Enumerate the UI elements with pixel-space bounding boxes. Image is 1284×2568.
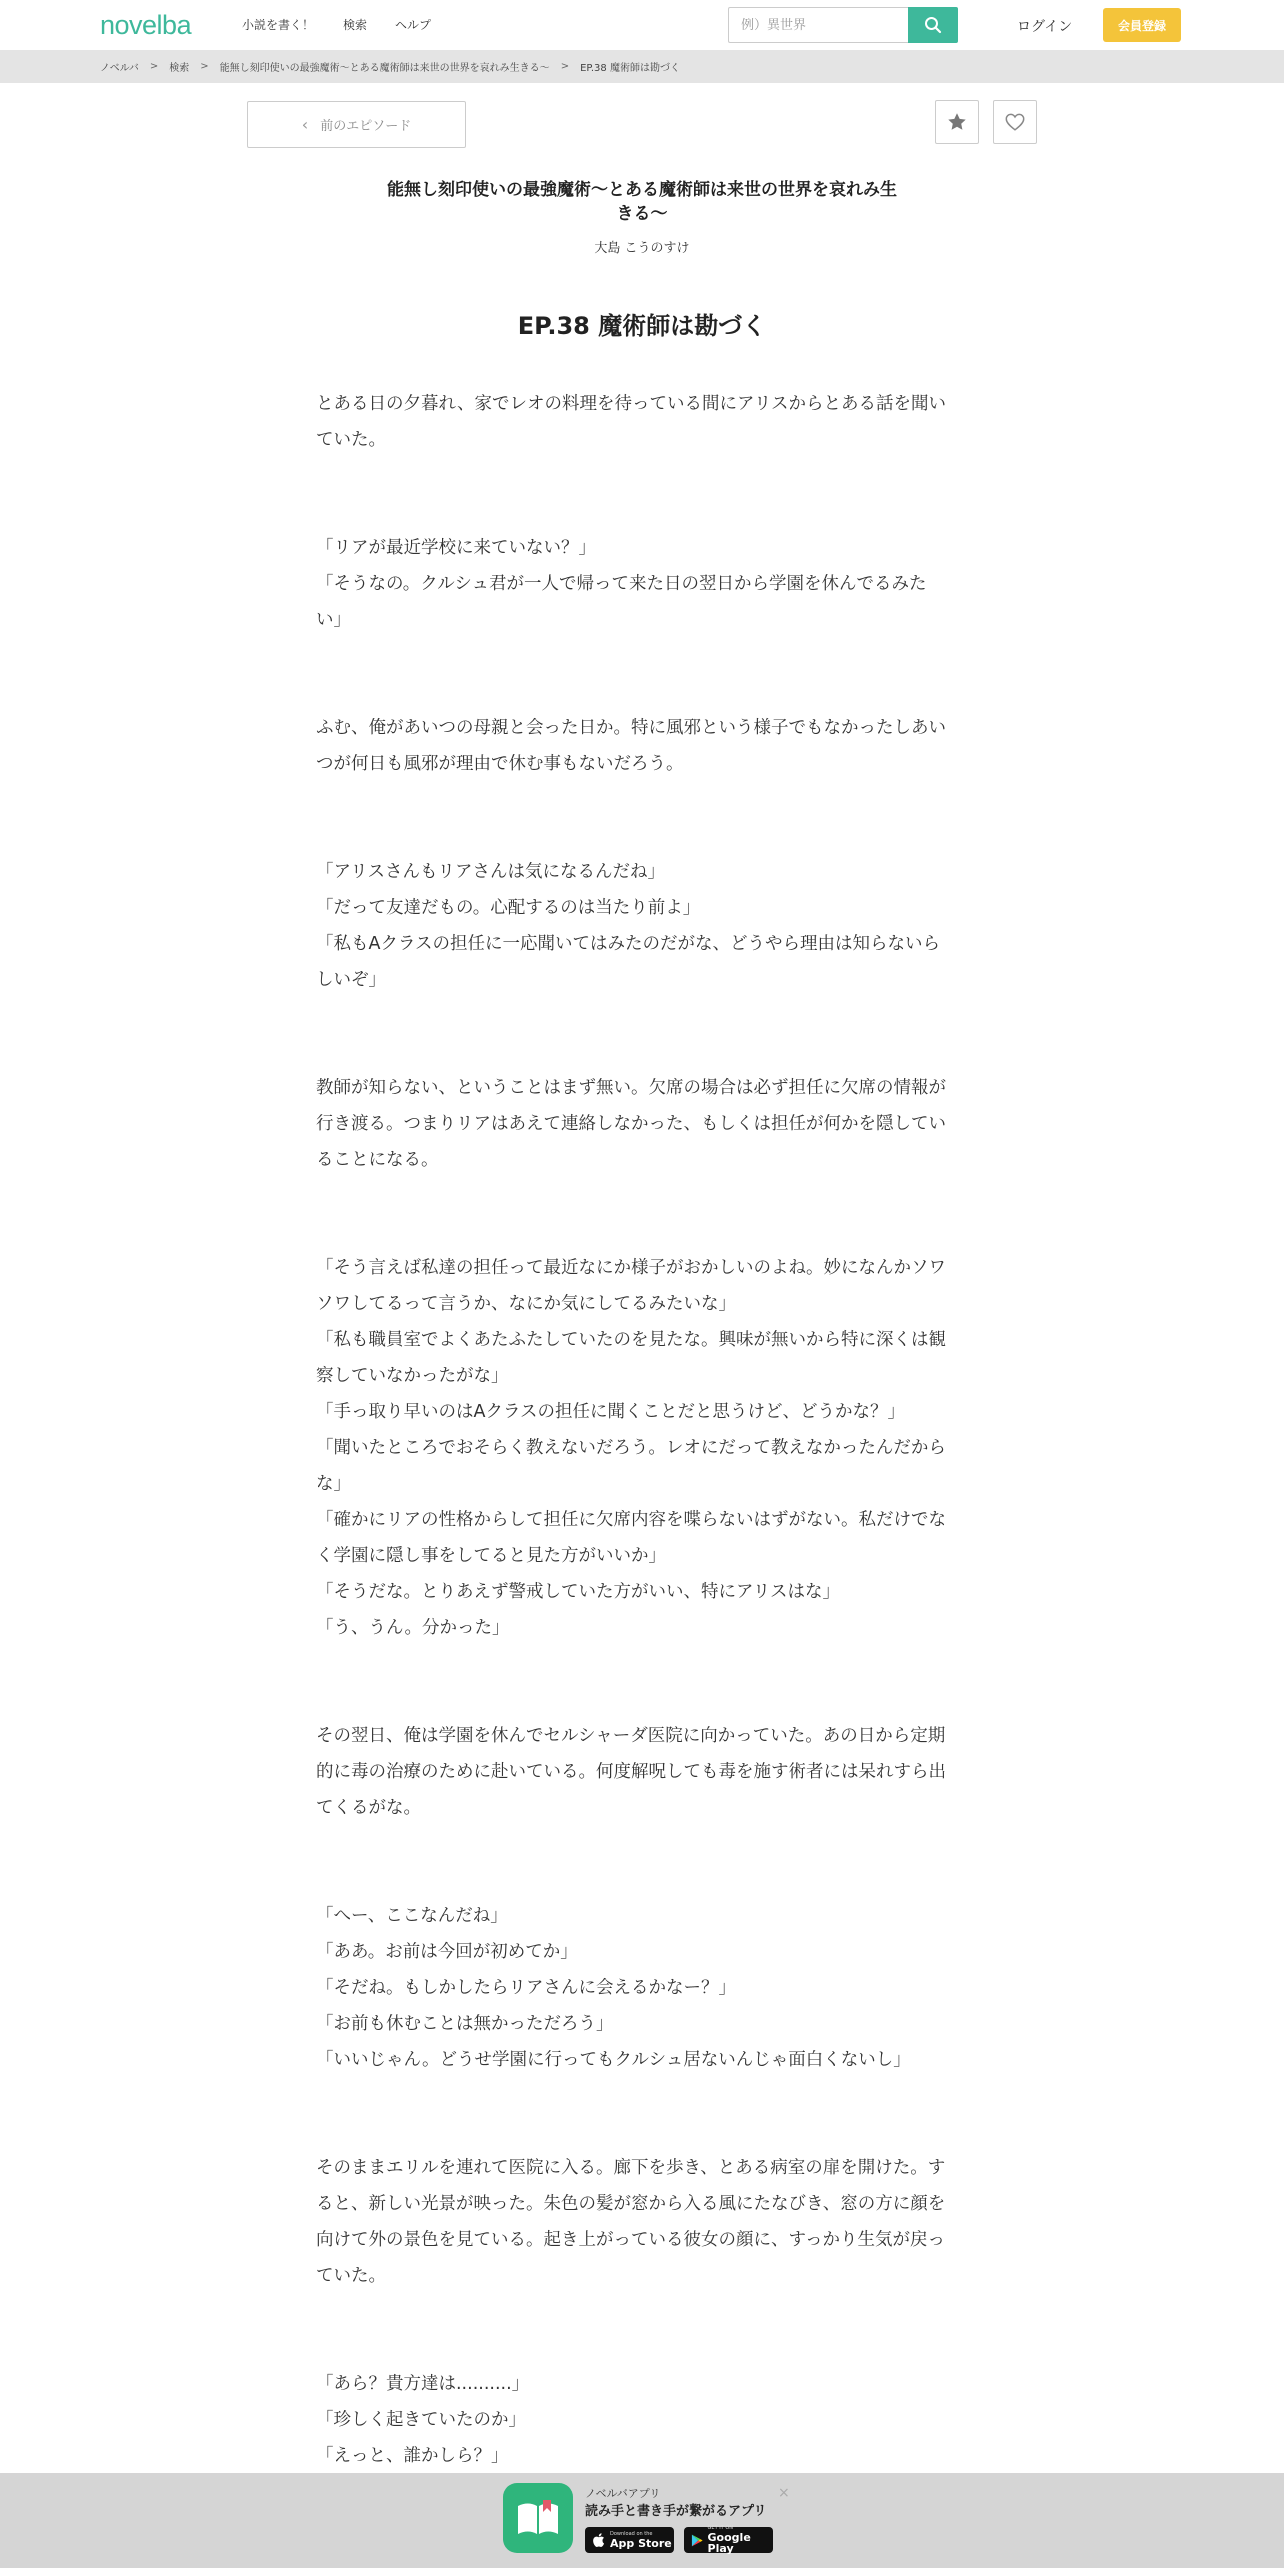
nav-help[interactable]: ヘルプ <box>395 18 432 32</box>
breadcrumb-separator: > <box>200 61 209 72</box>
body-line: 「手っ取り早いのはAクラスの担任に聞くことだと思うけど、どうかな？」 <box>316 1402 905 1422</box>
body-line: ソワしてるって言うか、なにか気にしてるみたいな」 <box>316 1294 736 1314</box>
body-paragraph <box>316 710 968 782</box>
body-line: 「そうだな。とりあえず警戒していた方がいい、特にアリスはな」 <box>316 1582 840 1602</box>
login-link[interactable]: ログイン <box>1017 19 1073 35</box>
google-play-name: Google Play <box>707 2531 751 2555</box>
google-play-icon <box>691 2533 704 2548</box>
body-line: 「だって友達だもの。心配するのは当たり前よ」 <box>316 898 701 918</box>
body-line: 「へー、ここなんだね」 <box>316 1906 508 1926</box>
open-book-icon <box>515 2498 561 2538</box>
novel-title-line: きる〜 <box>616 204 668 224</box>
close-icon[interactable]: × <box>778 2485 790 2501</box>
apple-icon <box>592 2532 606 2548</box>
app-store-badge[interactable] <box>585 2527 674 2553</box>
body-line: 「私もAクラスの担任に一応聞いてはみたのだがな、どうやら理由は知らないら <box>316 934 940 954</box>
search-button[interactable] <box>908 7 958 43</box>
app-store-small-text: Download on the <box>610 2530 653 2537</box>
breadcrumb-home[interactable]: ノベルバ <box>100 63 139 74</box>
body-line: その翌日、俺は学園を休んでセルシャーダ医院に向かっていた。あの日から定期 <box>316 1726 946 1746</box>
app-icon[interactable] <box>503 2483 573 2553</box>
like-button[interactable] <box>993 100 1037 144</box>
body-paragraph <box>316 1898 968 2078</box>
breadcrumb-current: EP.38 魔術師は勘づく <box>580 63 680 74</box>
body-line: 「アリスさんもリアさんは気になるんだね」 <box>316 862 665 882</box>
chevron-left-icon: ‹ <box>301 115 309 134</box>
body-line: そのままエリルを連れて医院に入る。廊下を歩き、とある病室の扉を開けた。す <box>316 2158 946 2178</box>
body-line: 「そう言えば私達の担任って最近なにか様子がおかしいのよね。妙になんかソワ <box>316 1258 946 1278</box>
register-label: 会員登録 <box>1117 18 1166 33</box>
body-line: ると、新しい光景が映った。朱色の髪が窓から入る風にたなびき、窓の方に顔を <box>316 2194 946 2214</box>
body-line: ていた。 <box>316 430 386 450</box>
body-line: く学園に隠し事をしてると見た方がいいか」 <box>316 1546 666 1566</box>
body-paragraph <box>316 1070 968 1178</box>
body-paragraph <box>316 2366 968 2474</box>
body-line: 「えっと、誰かしら？」 <box>316 2446 509 2466</box>
body-line: ふむ、俺があいつの母親と会った日か。特に風邪という様子でもなかったしあい <box>316 718 946 738</box>
novel-title[interactable] <box>362 178 922 226</box>
search-icon <box>924 16 942 34</box>
body-line: い」 <box>316 610 351 630</box>
body-line: 行き渡る。つまりリアはあえて連絡しなかった、もしくは担任が何かを隠してい <box>316 1114 946 1134</box>
body-line: 的に毒の治療のために赴いている。何度解呪しても毒を施す術者には呆れすら出 <box>316 1762 946 1782</box>
body-paragraph <box>316 386 968 458</box>
register-button[interactable] <box>1103 8 1181 42</box>
prev-episode-label: 前のエピソード <box>320 119 412 134</box>
body-line: 「あら？貴方達は..........」 <box>316 2374 530 2394</box>
google-play-small-text: GET IT ON <box>707 2525 734 2531</box>
app-download-banner <box>0 2473 1284 2568</box>
breadcrumb-separator: > <box>560 61 570 72</box>
novelba-logo[interactable]: novelba <box>100 10 192 40</box>
body-line: な」 <box>316 1474 351 1494</box>
breadcrumb <box>100 50 680 83</box>
body-line: 「確かにリアの性格からして担任に欠席内容を喋らないはずがない。私だけでな <box>316 1510 946 1530</box>
heart-icon <box>1004 111 1026 133</box>
body-line: てくるがな。 <box>316 1798 421 1818</box>
breadcrumb-search[interactable]: 検索 <box>169 63 190 74</box>
body-line: 向けて外の景色を見ている。起き上がっている彼女の顔に、すっかり生気が戻っ <box>316 2230 945 2250</box>
novel-title-line: 能無し刻印使いの最強魔術〜とある魔術師は来世の世界を哀れみ生 <box>387 180 897 200</box>
body-line: 察していなかったがな」 <box>316 1366 509 1386</box>
breadcrumb-novel[interactable]: 能無し刻印使いの最強魔術〜とある魔術師は来世の世界を哀れみ生きる〜 <box>219 63 550 74</box>
nav-search[interactable]: 検索 <box>343 18 368 32</box>
body-line: 「リアが最近学校に来ていない？」 <box>316 538 596 558</box>
body-line: 「珍しく起きていたのか」 <box>316 2410 526 2430</box>
author-name[interactable]: 大島 こうのすけ <box>594 241 690 256</box>
body-line: 「そうなの。クルシュ君が一人で帰って来た日の翌日から学園を休んでるみた <box>316 574 927 594</box>
body-line: 教師が知らない、ということはまず無い。欠席の場合は必ず担任に欠席の情報が <box>316 1078 946 1098</box>
body-line: 「いいじゃん。どうせ学園に行ってもクルシュ居ないんじゃ面白くないし」 <box>316 2050 911 2070</box>
body-line: ることになる。 <box>316 1150 439 1170</box>
app-banner-title: 読み手と書き手が繋がるアプリ <box>585 2504 767 2519</box>
body-paragraph <box>316 1718 968 1826</box>
prev-episode-button[interactable] <box>247 101 466 148</box>
body-line: 「そだね。もしかしたらリアさんに会えるかなー？」 <box>316 1978 736 1998</box>
site-header <box>0 0 1284 50</box>
episode-body <box>316 386 968 2474</box>
body-line: 「ああ。お前は今回が初めてか」 <box>316 1942 578 1962</box>
breadcrumb-bar <box>0 50 1284 83</box>
app-banner-small-text: ノベルバアプリ <box>585 2487 661 2500</box>
body-paragraph <box>316 2150 968 2294</box>
body-paragraph <box>316 1250 968 1646</box>
body-line: ていた。 <box>316 2266 386 2286</box>
body-line: 「う、うん。分かった」 <box>316 1618 510 1638</box>
body-paragraph <box>316 854 968 998</box>
body-line: つが何日も風邪が理由で休む事もないだろう。 <box>316 754 684 774</box>
body-line: 「お前も休むことは無かっただろう」 <box>316 2014 614 2034</box>
body-line: しいぞ」 <box>316 970 386 990</box>
app-store-name: App Store <box>610 2536 672 2550</box>
body-line: とある日の夕暮れ、家でレオの料理を待っている間にアリスからとある話を聞い <box>316 394 946 414</box>
favorite-button[interactable] <box>935 100 979 144</box>
google-play-badge[interactable] <box>684 2527 773 2553</box>
search-input[interactable] <box>728 7 910 43</box>
body-line: 「私も職員室でよくあたふたしていたのを見たな。興味が無いから特に深くは観 <box>316 1330 946 1350</box>
star-icon <box>946 111 968 133</box>
episode-title: EP.38 魔術師は勘づく <box>517 312 767 340</box>
breadcrumb-separator: > <box>149 61 159 72</box>
body-paragraph <box>316 530 968 638</box>
body-line: 「聞いたところでおそらく教えないだろう。レオにだって教えなかったんだから <box>316 1438 946 1458</box>
nav-write-novel[interactable]: 小説を書く！ <box>242 18 315 32</box>
